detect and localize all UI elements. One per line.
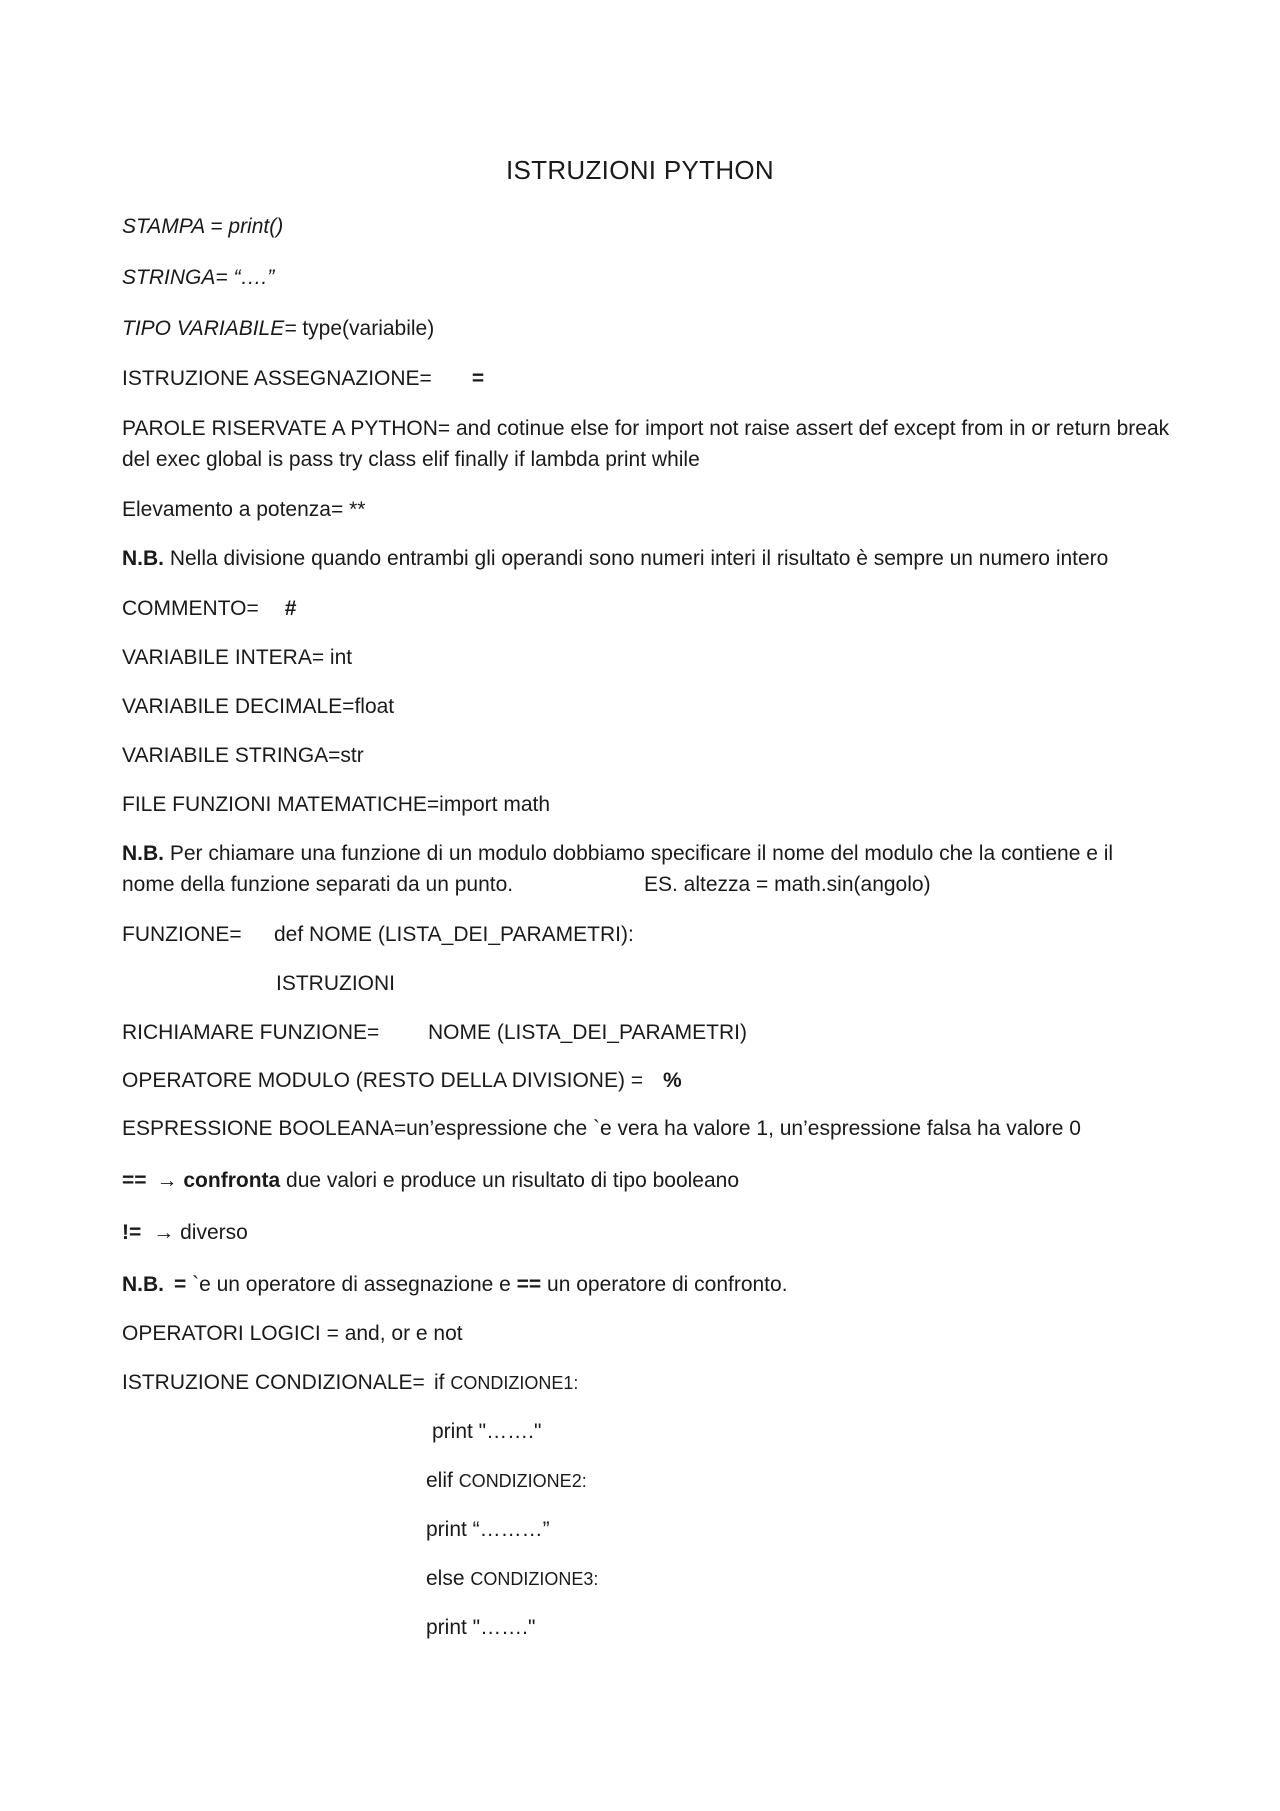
if-keyword: if xyxy=(434,1371,451,1394)
nb-assegnazione-line xyxy=(122,1269,1172,1300)
else-keyword: else xyxy=(426,1567,471,1590)
nb-assegnazione-text2: un operatore di confronto. xyxy=(541,1273,788,1296)
modulo-label: OPERATORE MODULO (RESTO DELLA DIVISIONE) = xyxy=(122,1069,644,1092)
funzione-def: def NOME (LISTA_DEI_PARAMETRI): xyxy=(274,923,634,946)
arrow-icon: → xyxy=(156,1169,178,1192)
commento-label: COMMENTO= xyxy=(122,597,259,620)
nb-divisione-text: Nella divisione quando entrambi gli operandi sono numeri interi il risultato è sempre un numero intero xyxy=(164,547,1109,570)
richiamare-label: RICHIAMARE FUNZIONE= xyxy=(122,1021,380,1044)
modulo-line xyxy=(122,1065,1172,1096)
nb-prefix: N.B. xyxy=(122,547,164,570)
nb-prefix: N.B. xyxy=(122,842,164,865)
condizionale-label: ISTRUZIONE CONDIZIONALE= xyxy=(122,1371,425,1394)
if-line xyxy=(434,1367,578,1399)
print3: print "……." xyxy=(426,1616,536,1639)
elif-condition: CONDIZIONE2: xyxy=(458,1471,587,1491)
confronta-text: due valori e produce un risultato di tipo booleano xyxy=(280,1169,740,1192)
confronta-line xyxy=(122,1165,1172,1196)
file-funzioni-line: FILE FUNZIONI MATEMATICHE=import math xyxy=(122,793,551,816)
stampa-line: STAMPA = print() xyxy=(122,215,284,238)
print1: print "……." xyxy=(432,1420,542,1443)
richiamare-value: NOME (LISTA_DEI_PARAMETRI) xyxy=(428,1021,747,1044)
richiamare-line xyxy=(122,1017,1172,1048)
condizionale-line xyxy=(122,1367,1172,1398)
assegnazione-label: ISTRUZIONE ASSEGNAZIONE= xyxy=(122,367,432,390)
confronta-word: confronta xyxy=(183,1169,281,1192)
nb-prefix: N.B. xyxy=(122,1273,164,1296)
confronta-op: == xyxy=(122,1169,147,1192)
assegnazione-value: = xyxy=(471,367,485,390)
elif-keyword: elif xyxy=(426,1469,459,1492)
var-stringa-line: VARIABILE STRINGA=str xyxy=(122,744,364,767)
nb-assegnazione-op2: == xyxy=(516,1273,542,1296)
nb-modulo-line2 xyxy=(122,869,1172,900)
diverso-text: diverso xyxy=(174,1221,248,1244)
var-intera-line: VARIABILE INTERA= int xyxy=(122,646,353,669)
nb-modulo-example: ES. altezza = math.sin(angolo) xyxy=(644,873,931,896)
nb-modulo-line1 xyxy=(122,838,1172,869)
page-title: ISTRUZIONI PYTHON xyxy=(506,155,774,185)
nb-modulo-text2: nome della funzione separati da un punto. xyxy=(122,873,514,896)
nb-assegnazione-text1: `e un operatore di assegnazione e xyxy=(186,1273,517,1296)
tipo-variabile-value: type(variabile) xyxy=(296,317,435,340)
funzione-body: ISTRUZIONI xyxy=(276,972,395,995)
parole-riservate-line1: PAROLE RISERVATE A PYTHON= and cotinue else for import not raise assert def except from in or return break xyxy=(122,417,1170,440)
if-condition: CONDIZIONE1: xyxy=(450,1373,579,1393)
elif-block xyxy=(426,1465,587,1497)
logici-line: OPERATORI LOGICI = and, or e not xyxy=(122,1322,463,1345)
nb-divisione-line xyxy=(122,543,1172,574)
commento-value: # xyxy=(284,597,297,620)
print2: print “………” xyxy=(426,1518,550,1541)
arrow-icon: → xyxy=(153,1221,175,1244)
nb-assegnazione-op1: = xyxy=(174,1273,187,1296)
var-decimale-line: VARIABILE DECIMALE=float xyxy=(122,695,395,718)
nb-modulo-text: Per chiamare una funzione di un modulo dobbiamo specificare il nome del modulo che la contiene e il xyxy=(164,842,1114,865)
else-condition: CONDIZIONE3: xyxy=(470,1569,599,1589)
modulo-value: % xyxy=(663,1069,682,1092)
booleana-line: ESPRESSIONE BOOLEANA=un’espressione che `e vera ha valore 1, un’espressione falsa ha valore 0 xyxy=(122,1117,1081,1140)
assegnazione-line xyxy=(122,363,1172,394)
stringa-line: STRINGA= “….” xyxy=(122,266,275,289)
tipo-variabile-label: TIPO VARIABILE= xyxy=(122,317,297,340)
diverso-op: != xyxy=(122,1221,142,1244)
parole-riservate-line2: del exec global is pass try class elif finally if lambda print while xyxy=(122,448,700,471)
potenza-line: Elevamento a potenza= ** xyxy=(122,498,366,521)
else-block xyxy=(426,1563,598,1595)
funzione-line xyxy=(122,919,1172,950)
funzione-label: FUNZIONE= xyxy=(122,923,242,946)
tipo-variabile-line xyxy=(122,313,1172,344)
diverso-line xyxy=(122,1217,1172,1248)
commento-line xyxy=(122,593,1172,624)
